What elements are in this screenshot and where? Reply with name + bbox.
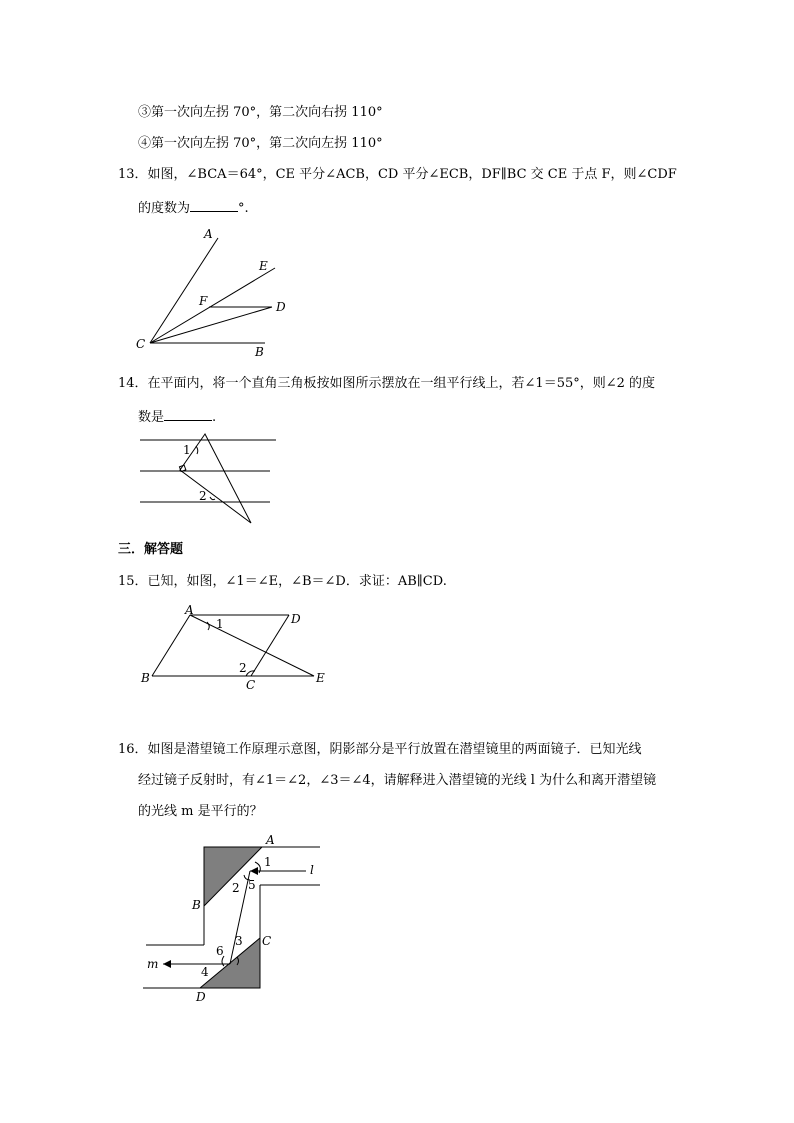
q13-text-line1: 13．如图，∠BCA＝64°，CE 平分∠ACB，CD 平分∠ECB，DF∥BC 交 CE 于点 F，则∠CDF [118,167,677,182]
q16-label-3: 3 [235,934,243,948]
q15-text-line1: 15．已知，如图，∠1＝∠E，∠B＝∠D．求证：AB∥CD. [118,574,447,589]
section-heading: 三．解答题 [118,542,184,557]
q14-label-2: 2 [199,489,207,503]
q14-text-line1: 14．在平面内，将一个直角三角板按如图所示摆放在一组平行线上，若∠1＝55°，则∠2 的度 [118,376,656,391]
q16-label-B: B [192,898,201,912]
q15-label-1: 1 [216,617,224,631]
q16-label-5: 5 [248,878,256,892]
q16-arrow-m [163,960,171,968]
q13-label-B: B [255,345,264,359]
q16-label-C: C [262,934,272,948]
q13-label-A: A [204,227,213,241]
q13-label-C: C [136,337,146,351]
q16-label-l: l [310,863,314,877]
q13-label-D: D [276,300,286,314]
q16-mirror-AB [204,847,262,906]
q15-label-E: E [316,671,325,685]
q16-label-6: 6 [216,944,224,958]
q13-label-E: E [259,259,268,273]
q16-text-line3: 的光线 m 是平行的？ [138,804,263,819]
q15-label-B: B [141,671,150,685]
q14-label-1: 1 [183,443,191,457]
q16-label-m: m [147,957,159,971]
q16-label-A: A [266,833,275,847]
q15-label-A: A [185,603,194,617]
q16-label-D: D [196,990,206,1004]
q16-label-1: 1 [264,855,272,869]
q16-label-4: 4 [201,965,209,979]
q16-arrow-l [250,867,258,875]
q13-text-post: °. [238,201,249,216]
q14-text-post: . [212,410,217,425]
q16-text-line2: 经过镜子反射时，有∠1＝∠2，∠3＝∠4，请解释进入潜望镜的光线 l 为什么和离开潜望镜 [138,773,657,788]
option-4: ④第一次向左拐 70°，第二次向左拐 110° [138,136,383,151]
q14-text-pre: 数是 [138,410,165,425]
q15-label-C: C [246,678,256,692]
q16-label-2: 2 [232,881,240,895]
q16-text-line1: 16．如图是潜望镜工作原理示意图，阴影部分是平行放置在潜望镜里的两面镜子．已知光线 [118,742,642,757]
q15-label-D: D [291,612,301,626]
option-3: ③第一次向左拐 70°，第二次向右拐 110° [138,105,383,120]
q13-label-F: F [199,294,208,308]
q13-text-pre: 的度数为 [138,201,191,216]
q15-label-2: 2 [239,661,247,675]
